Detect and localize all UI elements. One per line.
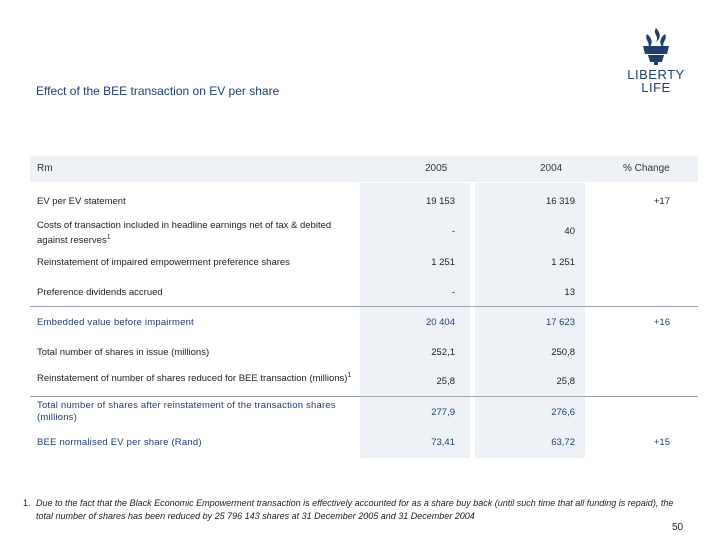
value-2005: 19 153	[425, 196, 455, 207]
value-2005: 73,41	[431, 437, 455, 448]
value-2004: 250,8	[551, 347, 575, 358]
value-2005: 20 404	[425, 317, 455, 328]
value-2005: 277,9	[431, 407, 455, 418]
value-2004: 40	[564, 226, 575, 237]
value-2004: 16 319	[545, 196, 575, 207]
table-header	[30, 156, 698, 182]
logo-text-liberty: LIBERTY	[627, 67, 685, 82]
subtotal-rule	[30, 396, 698, 397]
liberty-life-logo	[622, 26, 690, 100]
header-rm: Rm	[37, 163, 53, 174]
value-change: +15	[653, 437, 670, 448]
row-label: BEE normalised EV per share (Rand)	[37, 437, 202, 448]
value-2005: -	[451, 287, 455, 298]
row-label: EV per EV statement	[37, 196, 126, 207]
header-2004: 2004	[540, 163, 563, 174]
value-change: +16	[653, 317, 670, 328]
value-2004: 276,6	[551, 407, 575, 418]
value-2004: 13	[564, 287, 575, 298]
page-number: 50	[672, 522, 684, 533]
footnote	[23, 497, 676, 523]
row-label: Preference dividends accrued	[37, 287, 163, 298]
row-label: Total number of shares after reinstatement of the transaction shares (millions)	[37, 400, 336, 423]
row-label: Embedded value before impairment	[37, 317, 194, 328]
footnote-number: 1.	[23, 498, 31, 508]
value-2005: 1 251	[431, 257, 455, 268]
row-label-text: Reinstatement of number of shares reduced for BEE transaction (millions)	[37, 373, 348, 385]
value-2004: 63,72	[551, 437, 575, 448]
value-2004: 25,8	[556, 376, 575, 387]
value-2005: -	[451, 226, 455, 237]
value-2004: 1 251	[551, 257, 575, 268]
header-2005: 2005	[425, 163, 448, 174]
value-2005: 252,1	[431, 347, 455, 358]
value-change: +17	[653, 196, 670, 207]
footnote-ref: 1	[347, 372, 352, 379]
page-title: Effect of the BEE transaction on EV per share	[36, 84, 280, 98]
row-label	[37, 370, 355, 385]
subtotal-rule	[30, 306, 698, 307]
row-label-text: Costs of transaction included in headline earnings net of tax & debited against reserves	[37, 220, 332, 247]
footnote-ref: 1	[106, 234, 111, 241]
value-2005: 25,8	[436, 376, 455, 387]
header-change: % Change	[623, 163, 670, 174]
logo-text-life: LIFE	[641, 80, 671, 95]
footnote-text: Due to the fact that the Black Economic Empowerment transaction is effectively accounted for as a share buy back (until such time that all funding is repaid), the total number of shares has been reduced by 25 796 143 shares at 31 December 2005 and 31 December 2004	[36, 498, 674, 521]
value-2004: 17 623	[545, 317, 575, 328]
flame-emblem-icon	[638, 26, 674, 66]
row-label: Total number of shares in issue (millions)	[37, 347, 210, 358]
row-label	[37, 220, 355, 247]
row-label: Reinstatement of impaired empowerment preference shares	[37, 257, 290, 268]
